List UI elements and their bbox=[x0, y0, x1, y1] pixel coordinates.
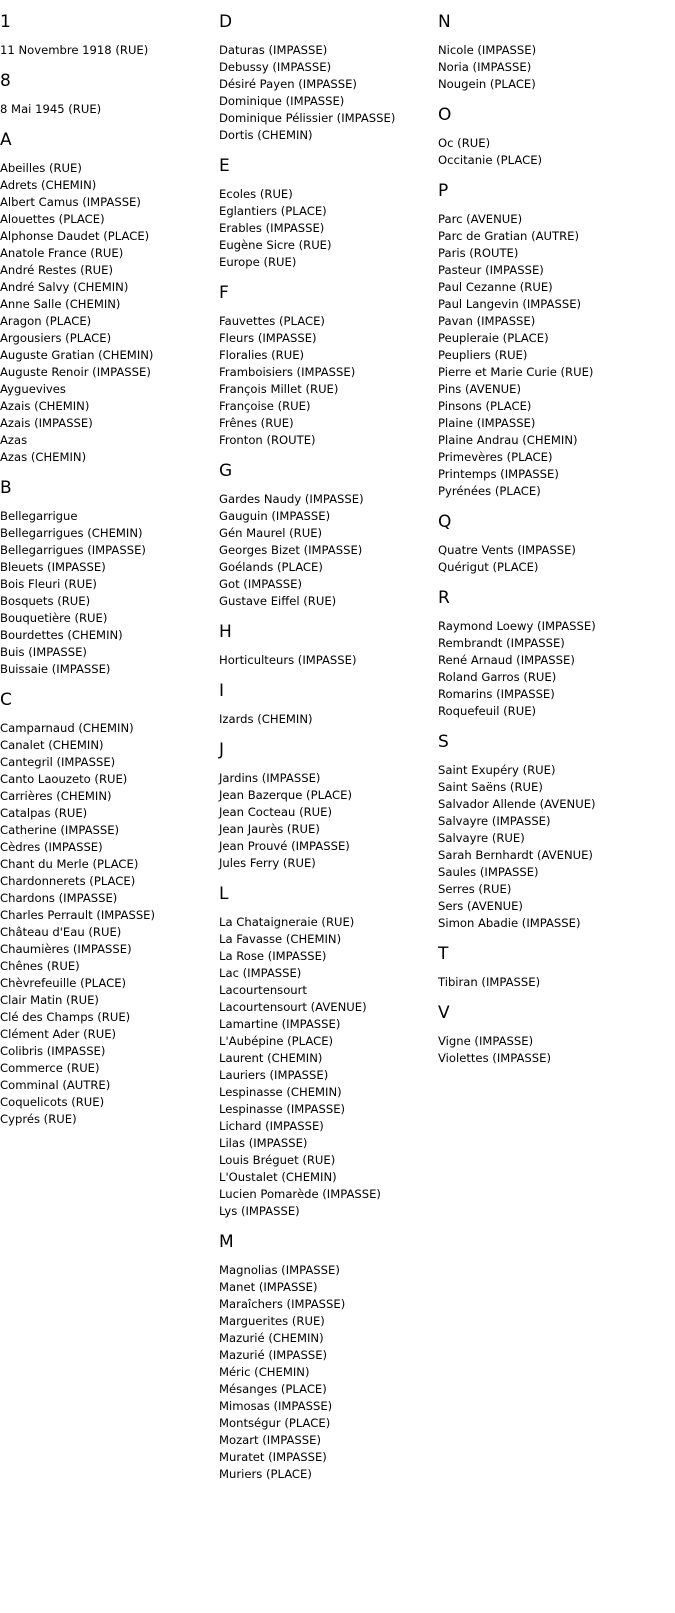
street-name: Violettes (IMPASSE) bbox=[438, 1051, 551, 1065]
street-name: Sarah Bernhardt (AVENUE) bbox=[438, 848, 593, 862]
street-name: Pinsons (PLACE) bbox=[438, 399, 532, 413]
letter-group bbox=[438, 588, 668, 720]
street-name: Saint Exupéry (RUE) bbox=[438, 763, 556, 777]
street-name: Roquefeuil (RUE) bbox=[438, 704, 537, 718]
street-name: André Restes (RUE) bbox=[0, 263, 113, 277]
street-name: Dortis (CHEMIN) bbox=[219, 128, 313, 142]
letter-heading: E bbox=[219, 156, 230, 176]
street-name: Lys (IMPASSE) bbox=[219, 1204, 300, 1218]
street-name: Frênes (RUE) bbox=[219, 416, 294, 430]
street-name: Mazurié (CHEMIN) bbox=[219, 1331, 324, 1345]
letter-group bbox=[0, 130, 215, 466]
letter-group bbox=[0, 478, 215, 678]
street-name: Lichard (IMPASSE) bbox=[219, 1119, 324, 1133]
street-name: Floralies (RUE) bbox=[219, 348, 305, 362]
street-index-column-2 bbox=[219, 0, 434, 1483]
letter-heading: M bbox=[219, 1232, 234, 1252]
street-name: Montségur (PLACE) bbox=[219, 1416, 331, 1430]
letter-heading: 1 bbox=[0, 12, 11, 32]
street-name: Lespinasse (IMPASSE) bbox=[219, 1102, 346, 1116]
letter-heading: G bbox=[219, 461, 233, 481]
letter-group bbox=[219, 461, 434, 610]
street-name: Jean Jaurès (RUE) bbox=[219, 822, 320, 836]
street-index-column-1 bbox=[0, 0, 215, 1128]
street-name: Cantegril (IMPASSE) bbox=[0, 755, 116, 769]
street-name: Azais (CHEMIN) bbox=[0, 399, 90, 413]
street-name: Peupleraie (PLACE) bbox=[438, 331, 549, 345]
street-name: Chant du Merle (PLACE) bbox=[0, 857, 139, 871]
street-name: Salvayre (RUE) bbox=[438, 831, 525, 845]
letter-heading: Q bbox=[438, 512, 452, 532]
street-name: Coquelicots (RUE) bbox=[0, 1095, 105, 1109]
street-name: Lacourtensourt (AVENUE) bbox=[219, 1000, 367, 1014]
street-name: Quatre Vents (IMPASSE) bbox=[438, 543, 576, 557]
letter-heading: T bbox=[438, 944, 449, 964]
street-name: Désiré Payen (IMPASSE) bbox=[219, 77, 357, 91]
street-name: 8 Mai 1945 (RUE) bbox=[0, 102, 102, 116]
street-name: Gauguin (IMPASSE) bbox=[219, 509, 331, 523]
street-name: Jardins (IMPASSE) bbox=[219, 771, 321, 785]
street-name: Occitanie (PLACE) bbox=[438, 153, 543, 167]
letter-group bbox=[438, 181, 668, 500]
street-name: Clair Matin (RUE) bbox=[0, 993, 99, 1007]
street-name: La Chataigneraie (RUE) bbox=[219, 915, 355, 929]
letter-group bbox=[438, 1003, 668, 1067]
street-name: Oc (RUE) bbox=[438, 136, 491, 150]
letter-group bbox=[0, 71, 215, 118]
street-name: Saint Saëns (RUE) bbox=[438, 780, 543, 794]
street-name: Ayguevives bbox=[0, 382, 66, 396]
street-name: Gardes Naudy (IMPASSE) bbox=[219, 492, 364, 506]
street-name: Eugène Sicre (RUE) bbox=[219, 238, 332, 252]
street-name: Printemps (IMPASSE) bbox=[438, 467, 559, 481]
street-name: Abeilles (RUE) bbox=[0, 161, 82, 175]
street-name: Roland Garros (RUE) bbox=[438, 670, 557, 684]
street-name: Auguste Gratian (CHEMIN) bbox=[0, 348, 154, 362]
street-name: Quérigut (PLACE) bbox=[438, 560, 539, 574]
street-name: Camparnaud (CHEMIN) bbox=[0, 721, 134, 735]
letter-group bbox=[438, 944, 668, 991]
letter-heading: 8 bbox=[0, 71, 11, 91]
street-name: La Rose (IMPASSE) bbox=[219, 949, 327, 963]
street-name: Mazurié (IMPASSE) bbox=[219, 1348, 328, 1362]
letter-heading: N bbox=[438, 12, 451, 32]
street-name: Aragon (PLACE) bbox=[0, 314, 92, 328]
street-name: Gén Maurel (RUE) bbox=[219, 526, 323, 540]
street-name: Nougein (PLACE) bbox=[438, 77, 536, 91]
street-name: Pins (AVENUE) bbox=[438, 382, 522, 396]
street-name: Jean Cocteau (RUE) bbox=[219, 805, 332, 819]
street-name: Lacourtensourt bbox=[219, 983, 307, 997]
street-name: Pavan (IMPASSE) bbox=[438, 314, 536, 328]
letter-heading: S bbox=[438, 732, 449, 752]
street-name: René Arnaud (IMPASSE) bbox=[438, 653, 575, 667]
street-name: Chardonnerets (PLACE) bbox=[0, 874, 136, 888]
street-name: Azas bbox=[0, 433, 28, 447]
street-name: Albert Camus (IMPASSE) bbox=[0, 195, 141, 209]
letter-heading: C bbox=[0, 690, 12, 710]
street-name: Buis (IMPASSE) bbox=[0, 645, 87, 659]
street-name: L'Oustalet (CHEMIN) bbox=[219, 1170, 337, 1184]
street-name: Primevères (PLACE) bbox=[438, 450, 553, 464]
letter-group bbox=[219, 884, 434, 1220]
street-name: Chênes (RUE) bbox=[0, 959, 80, 973]
letter-heading: L bbox=[219, 884, 229, 904]
street-name: Louis Bréguet (RUE) bbox=[219, 1153, 336, 1167]
street-name: Commerce (RUE) bbox=[0, 1061, 100, 1075]
street-name: Chaumières (IMPASSE) bbox=[0, 942, 132, 956]
street-name: Muratet (IMPASSE) bbox=[219, 1450, 327, 1464]
street-name: Azas (CHEMIN) bbox=[0, 450, 87, 464]
street-name: Bellegarrigues (IMPASSE) bbox=[0, 543, 146, 557]
street-name: Paris (ROUTE) bbox=[438, 246, 519, 260]
street-name: Fauvettes (PLACE) bbox=[219, 314, 325, 328]
street-name: Cèdres (IMPASSE) bbox=[0, 840, 103, 854]
street-name: Izards (CHEMIN) bbox=[219, 712, 313, 726]
street-name: Adrets (CHEMIN) bbox=[0, 178, 97, 192]
letter-heading: V bbox=[438, 1003, 450, 1023]
street-name: Canto Laouzeto (RUE) bbox=[0, 772, 128, 786]
street-name: Fronton (ROUTE) bbox=[219, 433, 316, 447]
street-name: Parc (AVENUE) bbox=[438, 212, 523, 226]
street-name: Parc de Gratian (AUTRE) bbox=[438, 229, 580, 243]
street-name: Erables (IMPASSE) bbox=[219, 221, 325, 235]
street-name: Jean Prouvé (IMPASSE) bbox=[219, 839, 350, 853]
street-name: Debussy (IMPASSE) bbox=[219, 60, 332, 74]
street-name: Eglantiers (PLACE) bbox=[219, 204, 327, 218]
street-name: Jules Ferry (RUE) bbox=[219, 856, 316, 870]
street-name: Laurent (CHEMIN) bbox=[219, 1051, 323, 1065]
street-name: Salvayre (IMPASSE) bbox=[438, 814, 551, 828]
street-name: Bellegarrigue bbox=[0, 509, 78, 523]
street-name: Plaine (IMPASSE) bbox=[438, 416, 536, 430]
letter-group bbox=[219, 681, 434, 728]
street-name: Pasteur (IMPASSE) bbox=[438, 263, 544, 277]
street-name: Bouquetière (RUE) bbox=[0, 611, 108, 625]
street-name: Rembrandt (IMPASSE) bbox=[438, 636, 565, 650]
street-name: Dominique Pélissier (IMPASSE) bbox=[219, 111, 396, 125]
street-name: Marguerites (RUE) bbox=[219, 1314, 325, 1328]
street-name: Bleuets (IMPASSE) bbox=[0, 560, 106, 574]
letter-group bbox=[219, 12, 434, 144]
street-name: Daturas (IMPASSE) bbox=[219, 43, 328, 57]
street-name: Anatole France (RUE) bbox=[0, 246, 124, 260]
street-name: Lilas (IMPASSE) bbox=[219, 1136, 308, 1150]
street-name: Lamartine (IMPASSE) bbox=[219, 1017, 341, 1031]
street-name: Muriers (PLACE) bbox=[219, 1467, 312, 1481]
street-name: Plaine Andrau (CHEMIN) bbox=[438, 433, 578, 447]
street-name: 11 Novembre 1918 (RUE) bbox=[0, 43, 149, 57]
street-name: Georges Bizet (IMPASSE) bbox=[219, 543, 363, 557]
letter-heading: H bbox=[219, 622, 232, 642]
street-name: Jean Bazerque (PLACE) bbox=[219, 788, 352, 802]
street-name: Colibris (IMPASSE) bbox=[0, 1044, 106, 1058]
letter-heading: A bbox=[0, 130, 12, 150]
letter-group bbox=[438, 732, 668, 932]
letter-group bbox=[219, 1232, 434, 1483]
street-name: Carrières (CHEMIN) bbox=[0, 789, 112, 803]
letter-heading: R bbox=[438, 588, 450, 608]
letter-group bbox=[219, 740, 434, 872]
street-name: Chèvrefeuille (PLACE) bbox=[0, 976, 127, 990]
street-name: Peupliers (RUE) bbox=[438, 348, 528, 362]
street-name: Lac (IMPASSE) bbox=[219, 966, 302, 980]
street-name: Anne Salle (CHEMIN) bbox=[0, 297, 121, 311]
street-name: Catalpas (RUE) bbox=[0, 806, 88, 820]
street-name: Got (IMPASSE) bbox=[219, 577, 303, 591]
street-name: Auguste Renoir (IMPASSE) bbox=[0, 365, 151, 379]
street-name: Bourdettes (CHEMIN) bbox=[0, 628, 123, 642]
street-name: Tibiran (IMPASSE) bbox=[438, 975, 541, 989]
street-name: Framboisiers (IMPASSE) bbox=[219, 365, 356, 379]
street-name: Comminal (AUTRE) bbox=[0, 1078, 111, 1092]
street-name: Magnolias (IMPASSE) bbox=[219, 1263, 340, 1277]
street-name: Romarins (IMPASSE) bbox=[438, 687, 555, 701]
street-name: Chardons (IMPASSE) bbox=[0, 891, 118, 905]
street-name: Raymond Loewy (IMPASSE) bbox=[438, 619, 596, 633]
street-name: Maraîchers (IMPASSE) bbox=[219, 1297, 346, 1311]
street-name: Lespinasse (CHEMIN) bbox=[219, 1085, 342, 1099]
street-name: Paul Cezanne (RUE) bbox=[438, 280, 553, 294]
street-name: Lauriers (IMPASSE) bbox=[219, 1068, 329, 1082]
street-name: Méric (CHEMIN) bbox=[219, 1365, 310, 1379]
street-name: Pierre et Marie Curie (RUE) bbox=[438, 365, 594, 379]
letter-group bbox=[438, 12, 668, 93]
street-name: Vigne (IMPASSE) bbox=[438, 1034, 534, 1048]
street-name: Noria (IMPASSE) bbox=[438, 60, 532, 74]
street-name: Catherine (IMPASSE) bbox=[0, 823, 120, 837]
street-name: Sers (AVENUE) bbox=[438, 899, 523, 913]
street-name: Lucien Pomarède (IMPASSE) bbox=[219, 1187, 381, 1201]
letter-heading: P bbox=[438, 181, 449, 201]
street-index-column-3 bbox=[438, 0, 668, 1067]
letter-group bbox=[438, 105, 668, 169]
street-name: Buissaie (IMPASSE) bbox=[0, 662, 111, 676]
street-name: Europe (RUE) bbox=[219, 255, 297, 269]
street-name: Alouettes (PLACE) bbox=[0, 212, 105, 226]
street-name: Pyrénées (PLACE) bbox=[438, 484, 541, 498]
street-name: Fleurs (IMPASSE) bbox=[219, 331, 317, 345]
street-name: Bosquets (RUE) bbox=[0, 594, 91, 608]
street-name: La Favasse (CHEMIN) bbox=[219, 932, 342, 946]
street-name: Mozart (IMPASSE) bbox=[219, 1433, 321, 1447]
letter-group bbox=[219, 156, 434, 271]
street-name: Salvador Allende (AVENUE) bbox=[438, 797, 596, 811]
letter-group bbox=[219, 283, 434, 449]
street-name: Cyprés (RUE) bbox=[0, 1112, 77, 1126]
street-name: Clé des Champs (RUE) bbox=[0, 1010, 131, 1024]
street-name: Goélands (PLACE) bbox=[219, 560, 323, 574]
street-name: Mésanges (PLACE) bbox=[219, 1382, 327, 1396]
letter-heading: O bbox=[438, 105, 452, 125]
street-name: L'Aubépine (PLACE) bbox=[219, 1034, 334, 1048]
street-name: Ecoles (RUE) bbox=[219, 187, 293, 201]
street-name: Canalet (CHEMIN) bbox=[0, 738, 104, 752]
street-name: Manet (IMPASSE) bbox=[219, 1280, 318, 1294]
street-name: Château d'Eau (RUE) bbox=[0, 925, 122, 939]
street-name: Paul Langevin (IMPASSE) bbox=[438, 297, 582, 311]
letter-group bbox=[0, 12, 215, 59]
street-name: Nicole (IMPASSE) bbox=[438, 43, 537, 57]
street-name: Azais (IMPASSE) bbox=[0, 416, 93, 430]
street-name: Clément Ader (RUE) bbox=[0, 1027, 117, 1041]
street-name: Serres (RUE) bbox=[438, 882, 512, 896]
street-name: Saules (IMPASSE) bbox=[438, 865, 539, 879]
street-name: François Millet (RUE) bbox=[219, 382, 339, 396]
letter-group bbox=[0, 690, 215, 1128]
street-name: André Salvy (CHEMIN) bbox=[0, 280, 129, 294]
street-name: Gustave Eiffel (RUE) bbox=[219, 594, 337, 608]
street-name: Argousiers (PLACE) bbox=[0, 331, 112, 345]
letter-heading: J bbox=[219, 740, 225, 760]
letter-heading: D bbox=[219, 12, 233, 32]
street-name: Alphonse Daudet (PLACE) bbox=[0, 229, 150, 243]
street-name: Bellegarrigues (CHEMIN) bbox=[0, 526, 143, 540]
street-name: Horticulteurs (IMPASSE) bbox=[219, 653, 357, 667]
street-name: Charles Perrault (IMPASSE) bbox=[0, 908, 156, 922]
street-name: Dominique (IMPASSE) bbox=[219, 94, 345, 108]
letter-heading: I bbox=[219, 681, 225, 701]
street-name: Bois Fleuri (RUE) bbox=[0, 577, 97, 591]
letter-group bbox=[219, 622, 434, 669]
street-name: Mimosas (IMPASSE) bbox=[219, 1399, 333, 1413]
letter-group bbox=[438, 512, 668, 576]
street-name: Simon Abadie (IMPASSE) bbox=[438, 916, 581, 930]
street-name: Françoise (RUE) bbox=[219, 399, 311, 413]
letter-heading: F bbox=[219, 283, 229, 303]
letter-heading: B bbox=[0, 478, 12, 498]
